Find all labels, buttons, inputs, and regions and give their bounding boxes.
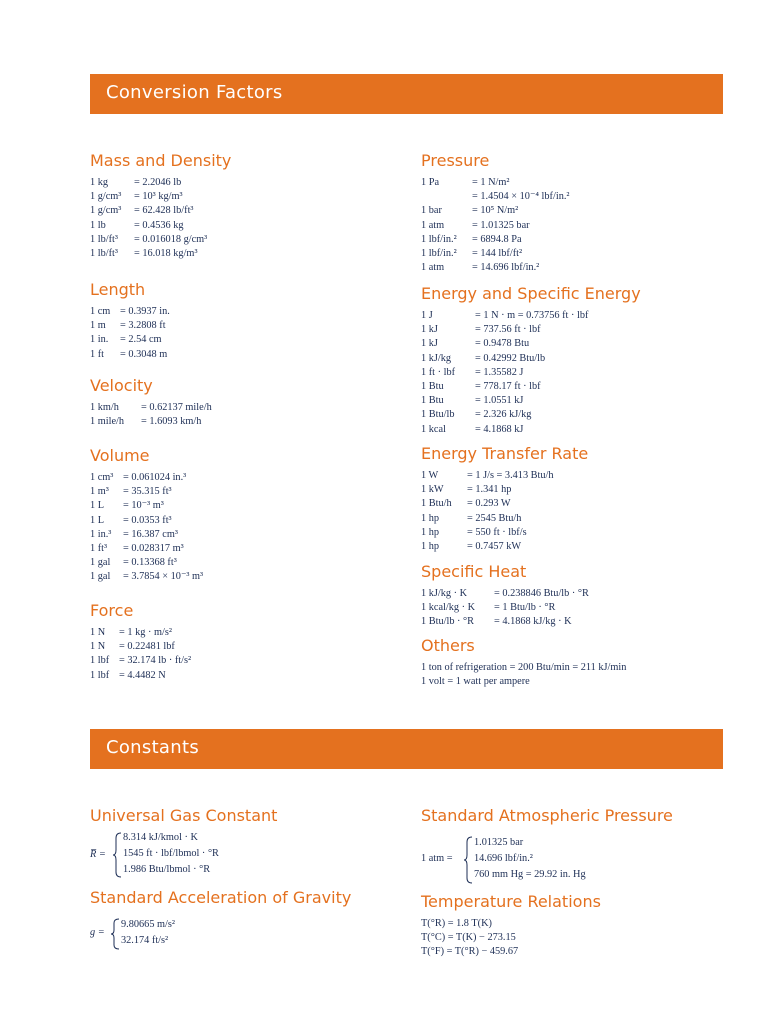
- unit-label: 1 gal: [90, 571, 111, 583]
- unit-value: = 0.7457 kW: [467, 540, 522, 552]
- conversion-row: [421, 204, 519, 218]
- unit-value: = 10⁻³ m³: [123, 500, 164, 512]
- conversion-row: [90, 654, 192, 668]
- atm-pressure-symbol: 1 atm =: [421, 853, 453, 864]
- force-section: [90, 601, 192, 683]
- mass-density-title: Mass and Density: [90, 151, 232, 170]
- unit-value: = 0.3937 in.: [120, 306, 170, 317]
- unit-value: = 737.56 ft · lbf: [475, 324, 541, 336]
- velocity-title: Velocity: [90, 376, 153, 395]
- unit-value: = 2.2046 lb: [134, 177, 182, 188]
- conversion-row: [90, 348, 168, 362]
- conversion-row: [421, 408, 641, 422]
- conversion-row: [421, 233, 522, 247]
- conversion-row: [421, 601, 556, 615]
- volume-section: [90, 446, 204, 585]
- unit-label: 1 ft: [90, 348, 105, 360]
- conversion-row: [90, 219, 231, 233]
- unit-label: 1 ft · lbf: [421, 366, 456, 378]
- unit-label: 1 kW: [421, 484, 444, 496]
- unit-label: 1 bar: [421, 205, 442, 217]
- unit-label: 1 lbf/in.²: [421, 233, 457, 245]
- gravity-symbol: g =: [90, 927, 105, 938]
- unit-label: 1 m: [90, 320, 106, 332]
- others-row: 1 volt = 1 watt per ampere: [421, 676, 530, 688]
- velocity-section: [90, 376, 212, 429]
- unit-label: 1 kcal/kg · K: [421, 602, 476, 614]
- conversion-row: [421, 423, 641, 437]
- unit-value: = 4.1868 kJ: [475, 423, 524, 435]
- unit-label: 1 atm: [421, 262, 445, 274]
- gas-constant-value: 8.314 kJ/kmol · K: [123, 832, 198, 843]
- conversion-factors-heading: Conversion Factors: [106, 82, 283, 103]
- energy-section: [421, 284, 641, 437]
- temperature-row: T(°R) = 1.8 T(K): [421, 918, 492, 929]
- conversion-factors-banner: [90, 74, 723, 114]
- unit-value: = 10³ kg/m³: [134, 191, 183, 203]
- unit-value: = 0.4536 kg: [134, 219, 184, 231]
- unit-label: 1 kJ/kg · K: [421, 588, 468, 599]
- conversion-row: [90, 471, 187, 485]
- temperature-row: T(°F) = T(°R) − 459.67: [421, 946, 519, 958]
- conversion-row: [421, 540, 588, 554]
- unit-label: 1 lbf: [90, 669, 110, 681]
- energy-rate-section: [421, 444, 588, 554]
- unit-value: = 550 ft · lbf/s: [467, 526, 527, 538]
- unit-label: 1 in.: [90, 334, 109, 346]
- gravity-value: 32.174 ft/s²: [121, 935, 169, 946]
- length-title: Length: [90, 280, 146, 299]
- unit-label: 1 N: [90, 641, 106, 653]
- left-brace-icon: [112, 832, 122, 878]
- unit-label: 1 hp: [421, 540, 440, 552]
- unit-value: = 35.315 ft³: [123, 486, 172, 498]
- others-section: [421, 636, 626, 689]
- unit-value: = 6894.8 Pa: [472, 233, 522, 245]
- unit-value: = 0.061024 in.³: [123, 472, 187, 483]
- unit-value: = 1 Btu/lb · °R: [494, 602, 556, 614]
- volume-title: Volume: [90, 446, 150, 465]
- unit-label: 1 Btu/h: [421, 498, 452, 510]
- unit-label: 1 kcal: [421, 423, 446, 435]
- unit-label: 1 mile/h: [90, 416, 125, 428]
- conversion-row: [90, 542, 184, 556]
- pressure-section: [421, 151, 570, 275]
- unit-label: 1 hp: [421, 526, 440, 538]
- gravity-value: 9.80665 m/s²: [121, 919, 176, 930]
- unit-label: 1 cm³: [90, 472, 114, 483]
- conversion-row: [421, 247, 523, 261]
- unit-value: = 16.018 kg/m³: [134, 247, 198, 259]
- unit-value: = 144 lbf/ft²: [472, 247, 523, 259]
- unit-label: 1 N: [90, 627, 106, 638]
- unit-value: = 0.62137 mile/h: [141, 402, 212, 413]
- unit-label: 1 kJ: [421, 324, 438, 336]
- unit-label: 1 Btu: [421, 380, 444, 392]
- unit-value: = 0.42992 Btu/lb: [475, 352, 546, 364]
- conversion-row: [421, 587, 589, 601]
- unit-value: = 14.696 lbf/in.²: [472, 262, 540, 274]
- unit-value: = 1 kg · m/s²: [119, 627, 172, 638]
- conversion-row: [90, 333, 162, 347]
- gravity-section: [90, 888, 351, 913]
- conversion-row: [421, 526, 588, 540]
- unit-label: 1 hp: [421, 512, 440, 524]
- unit-value: = 1.01325 bar: [472, 219, 530, 231]
- conversion-row: [90, 570, 204, 584]
- conversion-row: [90, 499, 164, 513]
- unit-value: = 1 N/m²: [472, 177, 510, 188]
- specific-heat-section: [421, 562, 589, 630]
- conversion-row: [90, 305, 170, 319]
- conversion-row: [90, 190, 231, 204]
- conversion-row: [421, 497, 588, 511]
- unit-value: = 1.4504 × 10⁻⁴ lbf/in.²: [472, 191, 570, 203]
- unit-label: 1 L: [90, 500, 105, 512]
- conversion-row: [90, 401, 212, 415]
- unit-label: 1 L: [90, 514, 105, 526]
- unit-label: 1 km/h: [90, 402, 119, 413]
- unit-value: = 2.326 kJ/kg: [475, 409, 532, 421]
- constants-heading: Constants: [106, 737, 199, 758]
- unit-label: 1 kJ: [421, 338, 438, 350]
- atm-pressure-value: 14.696 lbf/in.²: [474, 853, 533, 864]
- unit-label: 1 Pa: [421, 177, 440, 188]
- pressure-title: Pressure: [421, 151, 490, 170]
- conversion-row: [90, 176, 231, 190]
- atm-pressure-value: 760 mm Hg = 29.92 in. Hg: [474, 869, 586, 880]
- unit-label: 1 J: [421, 310, 433, 321]
- unit-value: = 16.387 cm³: [123, 528, 178, 540]
- conversion-row: [421, 261, 540, 275]
- unit-value: = 2545 Btu/h: [467, 512, 522, 524]
- unit-value: = 32.174 lb · ft/s²: [119, 655, 192, 667]
- unit-value: = 3.7854 × 10⁻³ m³: [123, 571, 204, 583]
- unit-label: 1 atm: [421, 219, 445, 231]
- conversion-row: [421, 394, 641, 408]
- atm-pressure-value: 1.01325 bar: [474, 837, 524, 848]
- unit-value: = 0.3048 m: [120, 348, 168, 360]
- unit-value: = 10⁵ N/m²: [472, 205, 519, 217]
- unit-label: 1 g/cm³: [90, 205, 122, 217]
- conversion-row: [90, 514, 172, 528]
- unit-value: = 2.54 cm: [120, 334, 162, 346]
- conversion-row: [421, 309, 641, 323]
- length-section: [90, 280, 170, 362]
- unit-label: 1 lb/ft³: [90, 247, 118, 259]
- unit-label: 1 gal: [90, 557, 111, 569]
- unit-value: = 4.4482 N: [119, 669, 166, 681]
- conversion-row: [421, 176, 510, 190]
- conversion-row: [90, 669, 166, 683]
- conversion-row: [421, 380, 641, 394]
- unit-value: = 1.6093 km/h: [141, 416, 202, 428]
- conversion-row: [421, 337, 641, 351]
- unit-label: 1 cm: [90, 306, 111, 317]
- left-brace-icon: [110, 918, 120, 950]
- conversion-row: [421, 366, 641, 380]
- unit-value: = 62.428 lb/ft³: [134, 205, 194, 217]
- temperature-title: Temperature Relations: [421, 892, 601, 911]
- gas-constant-value: 1.986 Btu/lbmol · °R: [123, 864, 211, 875]
- unit-value: = 0.238846 Btu/lb · °R: [494, 588, 589, 599]
- unit-label: 1 kg: [90, 177, 109, 188]
- unit-label: 1 Btu: [421, 395, 444, 407]
- constants-banner: [90, 729, 723, 769]
- unit-value: = 0.028317 m³: [123, 542, 184, 554]
- unit-value: = 4.1868 kJ/kg · K: [494, 616, 572, 628]
- mass-density-section: [90, 151, 231, 261]
- others-title: Others: [421, 636, 475, 655]
- conversion-row: [421, 190, 570, 204]
- unit-label: 1 lbf: [90, 655, 110, 667]
- unit-value: = 0.016018 g/cm³: [134, 233, 208, 245]
- unit-label: 1 lbf/in.²: [421, 247, 457, 259]
- temperature-row: T(°C) = T(K) − 273.15: [421, 932, 516, 944]
- specific-heat-title: Specific Heat: [421, 562, 527, 581]
- conversion-row: [90, 319, 166, 333]
- unit-value: = 0.22481 lbf: [119, 641, 175, 653]
- gas-constant-section: [90, 806, 277, 831]
- atm-pressure-title: Standard Atmospheric Pressure: [421, 806, 673, 825]
- conversion-row: [421, 512, 588, 526]
- conversion-row: [421, 219, 530, 233]
- unit-value: = 778.17 ft · lbf: [475, 380, 541, 392]
- unit-value: = 1.0551 kJ: [475, 395, 524, 407]
- conversion-row: [90, 556, 177, 570]
- energy-rate-title: Energy Transfer Rate: [421, 444, 589, 463]
- atm-pressure-section: [421, 806, 673, 831]
- conversion-row: [421, 323, 641, 337]
- energy-title: Energy and Specific Energy: [421, 284, 641, 303]
- conversion-row: [90, 247, 231, 261]
- conversion-row: [90, 528, 178, 542]
- unit-label: 1 m³: [90, 486, 109, 498]
- gas-constant-value: 1545 ft · lbf/lbmol · °R: [123, 848, 219, 859]
- gas-constant-title: Universal Gas Constant: [90, 806, 278, 825]
- unit-label: 1 W: [421, 470, 439, 481]
- unit-value: = 0.13368 ft³: [123, 557, 177, 569]
- conversion-row: [90, 640, 175, 654]
- unit-value: = 0.9478 Btu: [475, 338, 530, 350]
- unit-label: 1 Btu/lb · °R: [421, 616, 475, 628]
- temperature-section: [421, 892, 601, 960]
- conversion-row: [90, 485, 172, 499]
- unit-value: = 1.341 hp: [467, 484, 512, 496]
- conversion-row: [421, 615, 572, 629]
- unit-value: = 3.2808 ft: [120, 320, 166, 332]
- conversion-row: [421, 352, 641, 366]
- others-row: 1 ton of refrigeration = 200 Btu/min = 211 kJ/min: [421, 662, 627, 673]
- conversion-row: [421, 483, 588, 497]
- unit-label: 1 kJ/kg: [421, 352, 452, 364]
- conversion-row: [90, 626, 172, 640]
- force-title: Force: [90, 601, 134, 620]
- unit-label: 1 lb/ft³: [90, 233, 118, 245]
- conversion-row: [421, 469, 588, 483]
- gravity-title: Standard Acceleration of Gravity: [90, 888, 352, 907]
- unit-value: = 1 J/s = 3.413 Btu/h: [467, 470, 554, 481]
- unit-label: 1 g/cm³: [90, 191, 122, 203]
- conversion-row: [90, 415, 202, 429]
- conversion-row: [90, 204, 231, 218]
- unit-label: 1 lb: [90, 219, 106, 231]
- unit-value: = 0.0353 ft³: [123, 514, 172, 526]
- unit-label: 1 Btu/lb: [421, 409, 455, 421]
- unit-value: = 0.293 W: [467, 498, 511, 510]
- unit-label: 1 in.³: [90, 528, 112, 540]
- conversion-row: [90, 233, 231, 247]
- left-brace-icon: [463, 836, 473, 884]
- unit-value: = 1 N · m = 0.73756 ft · lbf: [475, 310, 589, 321]
- gas-constant-symbol: R̅ =: [90, 849, 106, 860]
- unit-label: 1 ft³: [90, 542, 108, 554]
- unit-value: = 1.35582 J: [475, 366, 524, 378]
